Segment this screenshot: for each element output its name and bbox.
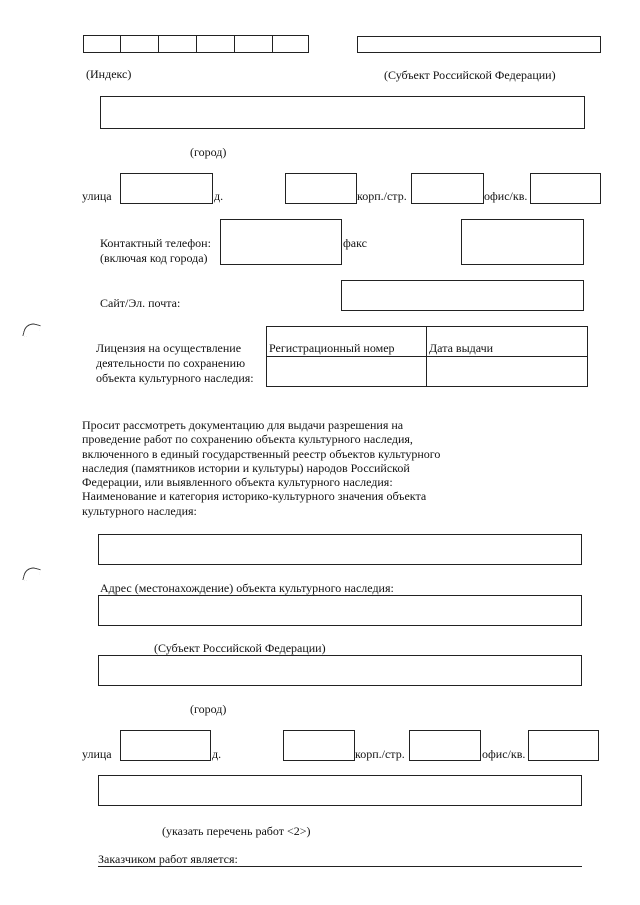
object-subject-label: (Субъект Российской Федерации) (154, 641, 326, 655)
index-divider (272, 36, 273, 52)
object-address-input[interactable] (98, 595, 582, 626)
scan-mark (22, 321, 40, 339)
request-line: Федерации, или выявленного объекта культурного наследия: (82, 475, 393, 490)
scan-mark (22, 565, 40, 583)
office-label: офис/кв. (484, 189, 528, 203)
object-building-input[interactable] (409, 730, 481, 761)
fax-input[interactable] (461, 219, 584, 265)
customer-underline[interactable] (98, 866, 582, 867)
object-name-input[interactable] (98, 534, 582, 565)
phone-code-label: (включая код города) (100, 251, 208, 265)
house-label: д. (214, 189, 224, 203)
request-line: Наименование и категория историко-культурного значения объекта (82, 489, 427, 504)
request-paragraph (82, 418, 466, 518)
object-subject-input[interactable] (98, 655, 582, 686)
subject-label: (Субъект Российской Федерации) (384, 68, 556, 82)
object-office-label: офис/кв. (482, 747, 526, 761)
object-building-label: корп./стр. (355, 747, 405, 761)
site-email-label: Сайт/Эл. почта: (100, 296, 181, 310)
customer-label: Заказчиком работ является: (98, 852, 238, 866)
license-label-line1: Лицензия на осуществление (96, 341, 242, 355)
works-list-label: (указать перечень работ <2>) (162, 824, 311, 838)
reg-number-header: Регистрационный номер (269, 341, 395, 355)
license-label-line3: объекта культурного наследия: (96, 371, 254, 385)
license-table-divider (266, 356, 588, 357)
office-input[interactable] (530, 173, 601, 204)
object-street-label: улица (82, 747, 112, 761)
issue-date-header: Дата выдачи (429, 341, 494, 355)
street-input[interactable] (120, 173, 213, 204)
object-office-input[interactable] (528, 730, 599, 761)
index-divider (196, 36, 197, 52)
request-line: проведение работ по сохранению объекта культурного наследия, (82, 432, 413, 447)
license-label-line2: деятельности по сохранению (96, 356, 246, 370)
site-email-input[interactable] (341, 280, 584, 311)
object-city-label: (город) (190, 702, 227, 716)
index-input[interactable] (83, 35, 309, 53)
building-label: корп./стр. (357, 189, 407, 203)
city-label: (город) (190, 145, 227, 159)
object-address-label: Адрес (местонахождение) объекта культурного наследия: (100, 581, 394, 595)
index-divider (234, 36, 235, 52)
building-input[interactable] (411, 173, 484, 204)
index-divider (158, 36, 159, 52)
object-house-input[interactable] (283, 730, 355, 761)
house-input[interactable] (285, 173, 357, 204)
request-line: культурного наследия: (82, 503, 197, 518)
request-line: Просит рассмотреть документацию для выдачи разрешения на (82, 418, 404, 432)
request-line: включенного в единый государственный реестр объектов культурного (82, 446, 441, 461)
subject-input[interactable] (357, 36, 601, 53)
city-input[interactable] (100, 96, 585, 129)
request-line: наследия (памятников истории и культуры) народов Российской (82, 460, 410, 475)
street-label: улица (82, 189, 112, 203)
object-street-input[interactable] (120, 730, 211, 761)
fax-label: факс (343, 236, 367, 250)
object-house-label: д. (212, 747, 222, 761)
works-list-input[interactable] (98, 775, 582, 806)
phone-label: Контактный телефон: (100, 236, 211, 250)
index-divider (120, 36, 121, 52)
index-label: (Индекс) (86, 67, 132, 81)
phone-input[interactable] (220, 219, 342, 265)
